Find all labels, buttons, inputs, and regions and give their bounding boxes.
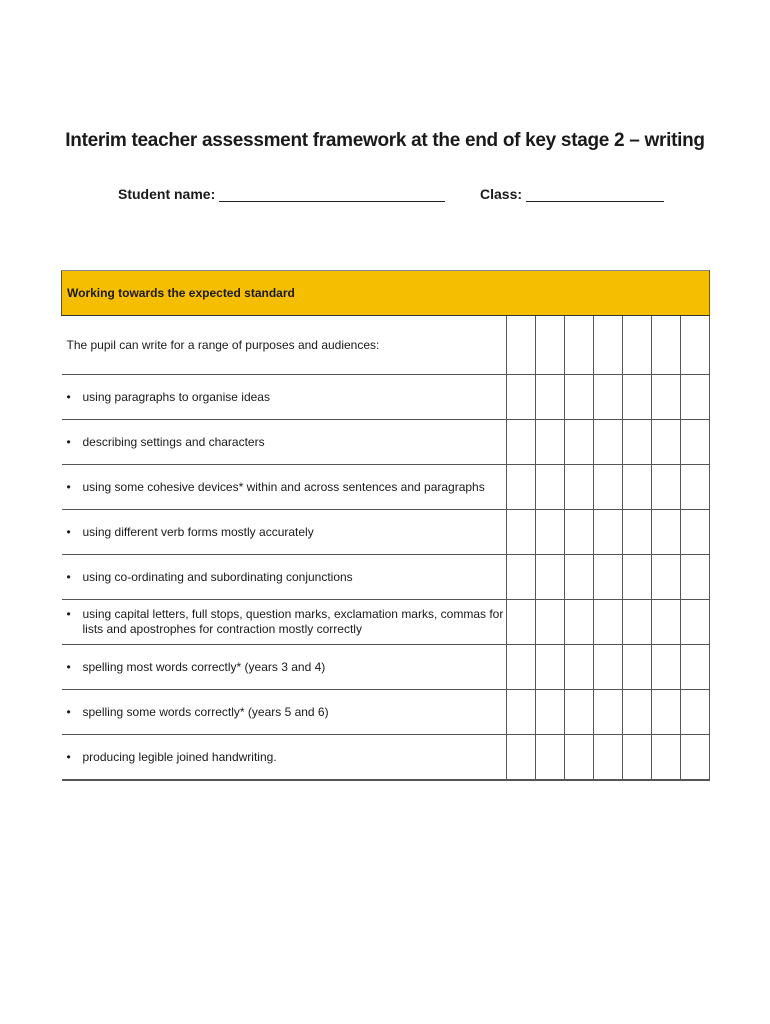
check-cell[interactable]: [507, 316, 536, 375]
check-cell[interactable]: [594, 420, 623, 465]
check-cell[interactable]: [507, 510, 536, 555]
check-cell[interactable]: [594, 600, 623, 645]
criterion-row: [62, 645, 710, 690]
check-cell[interactable]: [536, 316, 565, 375]
check-cell[interactable]: [681, 735, 710, 781]
class-label: Class:: [480, 186, 523, 202]
check-cell[interactable]: [594, 375, 623, 420]
check-cell[interactable]: [681, 375, 710, 420]
check-cell[interactable]: [623, 735, 652, 781]
criterion-row: [62, 420, 710, 465]
check-cell[interactable]: [536, 555, 565, 600]
check-cell[interactable]: [507, 465, 536, 510]
check-cell[interactable]: [623, 465, 652, 510]
bullet-icon: •: [66, 569, 71, 584]
criterion-cell: [62, 600, 507, 645]
check-cell[interactable]: [652, 420, 681, 465]
check-cell[interactable]: [623, 555, 652, 600]
check-cell[interactable]: [565, 510, 594, 555]
check-cell[interactable]: [565, 375, 594, 420]
check-cell[interactable]: [681, 645, 710, 690]
check-cell[interactable]: [536, 420, 565, 465]
criterion-row: [62, 375, 710, 420]
criterion-cell: [62, 735, 507, 781]
criterion-cell: [62, 510, 507, 555]
class-line[interactable]: [526, 185, 664, 202]
bullet-icon: •: [66, 524, 71, 539]
page-title: Interim teacher assessment framework at the end of key stage 2 – writing: [65, 130, 705, 151]
criterion-text: using paragraphs to organise ideas: [82, 389, 270, 404]
check-cell[interactable]: [652, 645, 681, 690]
check-cell[interactable]: [565, 316, 594, 375]
bullet-icon: •: [66, 607, 71, 621]
check-cell[interactable]: [507, 375, 536, 420]
check-cell[interactable]: [681, 316, 710, 375]
check-cell[interactable]: [536, 645, 565, 690]
check-cell[interactable]: [507, 735, 536, 781]
criterion-text: describing settings and characters: [82, 434, 265, 449]
check-cell[interactable]: [565, 465, 594, 510]
check-cell[interactable]: [507, 645, 536, 690]
bullet-icon: •: [66, 434, 71, 449]
criterion-text: spelling most words correctly* (years 3 and 4): [82, 659, 326, 674]
criterion-row: [62, 690, 710, 735]
check-cell[interactable]: [623, 316, 652, 375]
check-cell[interactable]: [536, 375, 565, 420]
check-cell[interactable]: [681, 555, 710, 600]
criterion-text: using co-ordinating and subordinating conjunctions: [82, 569, 353, 584]
check-cell[interactable]: [565, 645, 594, 690]
criterion-row: [62, 735, 710, 781]
student-name-line[interactable]: [219, 185, 445, 202]
check-cell[interactable]: [594, 316, 623, 375]
criterion-cell: [62, 375, 507, 420]
check-cell[interactable]: [652, 316, 681, 375]
criterion-text: using some cohesive devices* within and across sentences and paragraphs: [82, 479, 485, 494]
check-cell[interactable]: [652, 735, 681, 781]
criterion-text: producing legible joined handwriting.: [82, 749, 277, 764]
intro-text: The pupil can write for a range of purposes and audiences:: [62, 316, 507, 375]
criterion-cell: [62, 420, 507, 465]
check-cell[interactable]: [652, 465, 681, 510]
check-cell[interactable]: [536, 735, 565, 781]
check-cell[interactable]: [536, 510, 565, 555]
check-cell[interactable]: [536, 465, 565, 510]
bullet-icon: •: [66, 659, 71, 674]
criterion-text: using capital letters, full stops, question marks, exclamation marks, commas for lists and apostrophes for contraction mostly correctly: [82, 607, 504, 636]
bullet-icon: •: [66, 479, 71, 494]
criterion-row: [62, 510, 710, 555]
check-cell[interactable]: [507, 600, 536, 645]
check-cell[interactable]: [623, 600, 652, 645]
check-cell[interactable]: [623, 645, 652, 690]
check-cell[interactable]: [565, 690, 594, 735]
criterion-cell: [62, 555, 507, 600]
standard-header: Working towards the expected standard: [62, 271, 710, 316]
check-cell[interactable]: [652, 690, 681, 735]
check-cell[interactable]: [681, 465, 710, 510]
assessment-table: [61, 270, 710, 781]
check-cell[interactable]: [623, 510, 652, 555]
check-cell[interactable]: [623, 690, 652, 735]
bullet-icon: •: [66, 389, 71, 404]
check-cell[interactable]: [623, 375, 652, 420]
criterion-row: [62, 465, 710, 510]
check-cell[interactable]: [565, 555, 594, 600]
criterion-cell: [62, 645, 507, 690]
criterion-row: [62, 600, 710, 645]
check-cell[interactable]: [536, 690, 565, 735]
student-name-label: Student name:: [118, 186, 216, 202]
check-cell[interactable]: [565, 600, 594, 645]
check-cell[interactable]: [681, 420, 710, 465]
check-cell[interactable]: [507, 690, 536, 735]
criterion-text: spelling some words correctly* (years 5 and 6): [82, 704, 329, 719]
check-cell[interactable]: [652, 555, 681, 600]
check-cell[interactable]: [652, 510, 681, 555]
check-cell[interactable]: [565, 735, 594, 781]
check-cell[interactable]: [594, 555, 623, 600]
check-cell[interactable]: [507, 555, 536, 600]
check-cell[interactable]: [681, 600, 710, 645]
intro-row: [62, 316, 710, 375]
criterion-text: using different verb forms mostly accurately: [82, 524, 314, 539]
check-cell[interactable]: [594, 645, 623, 690]
check-cell[interactable]: [652, 375, 681, 420]
criterion-cell: [62, 465, 507, 510]
class-field[interactable]: [480, 185, 664, 202]
check-cell[interactable]: [681, 510, 710, 555]
check-cell[interactable]: [594, 735, 623, 781]
check-cell[interactable]: [594, 510, 623, 555]
check-cell[interactable]: [681, 690, 710, 735]
student-name-field[interactable]: [118, 185, 445, 202]
check-cell[interactable]: [652, 600, 681, 645]
check-cell[interactable]: [594, 690, 623, 735]
criterion-row: [62, 555, 710, 600]
criterion-cell: [62, 690, 507, 735]
bullet-icon: •: [66, 704, 71, 719]
check-cell[interactable]: [623, 420, 652, 465]
check-cell[interactable]: [536, 600, 565, 645]
check-cell[interactable]: [507, 420, 536, 465]
check-cell[interactable]: [594, 465, 623, 510]
bullet-icon: •: [66, 749, 71, 764]
check-cell[interactable]: [565, 420, 594, 465]
